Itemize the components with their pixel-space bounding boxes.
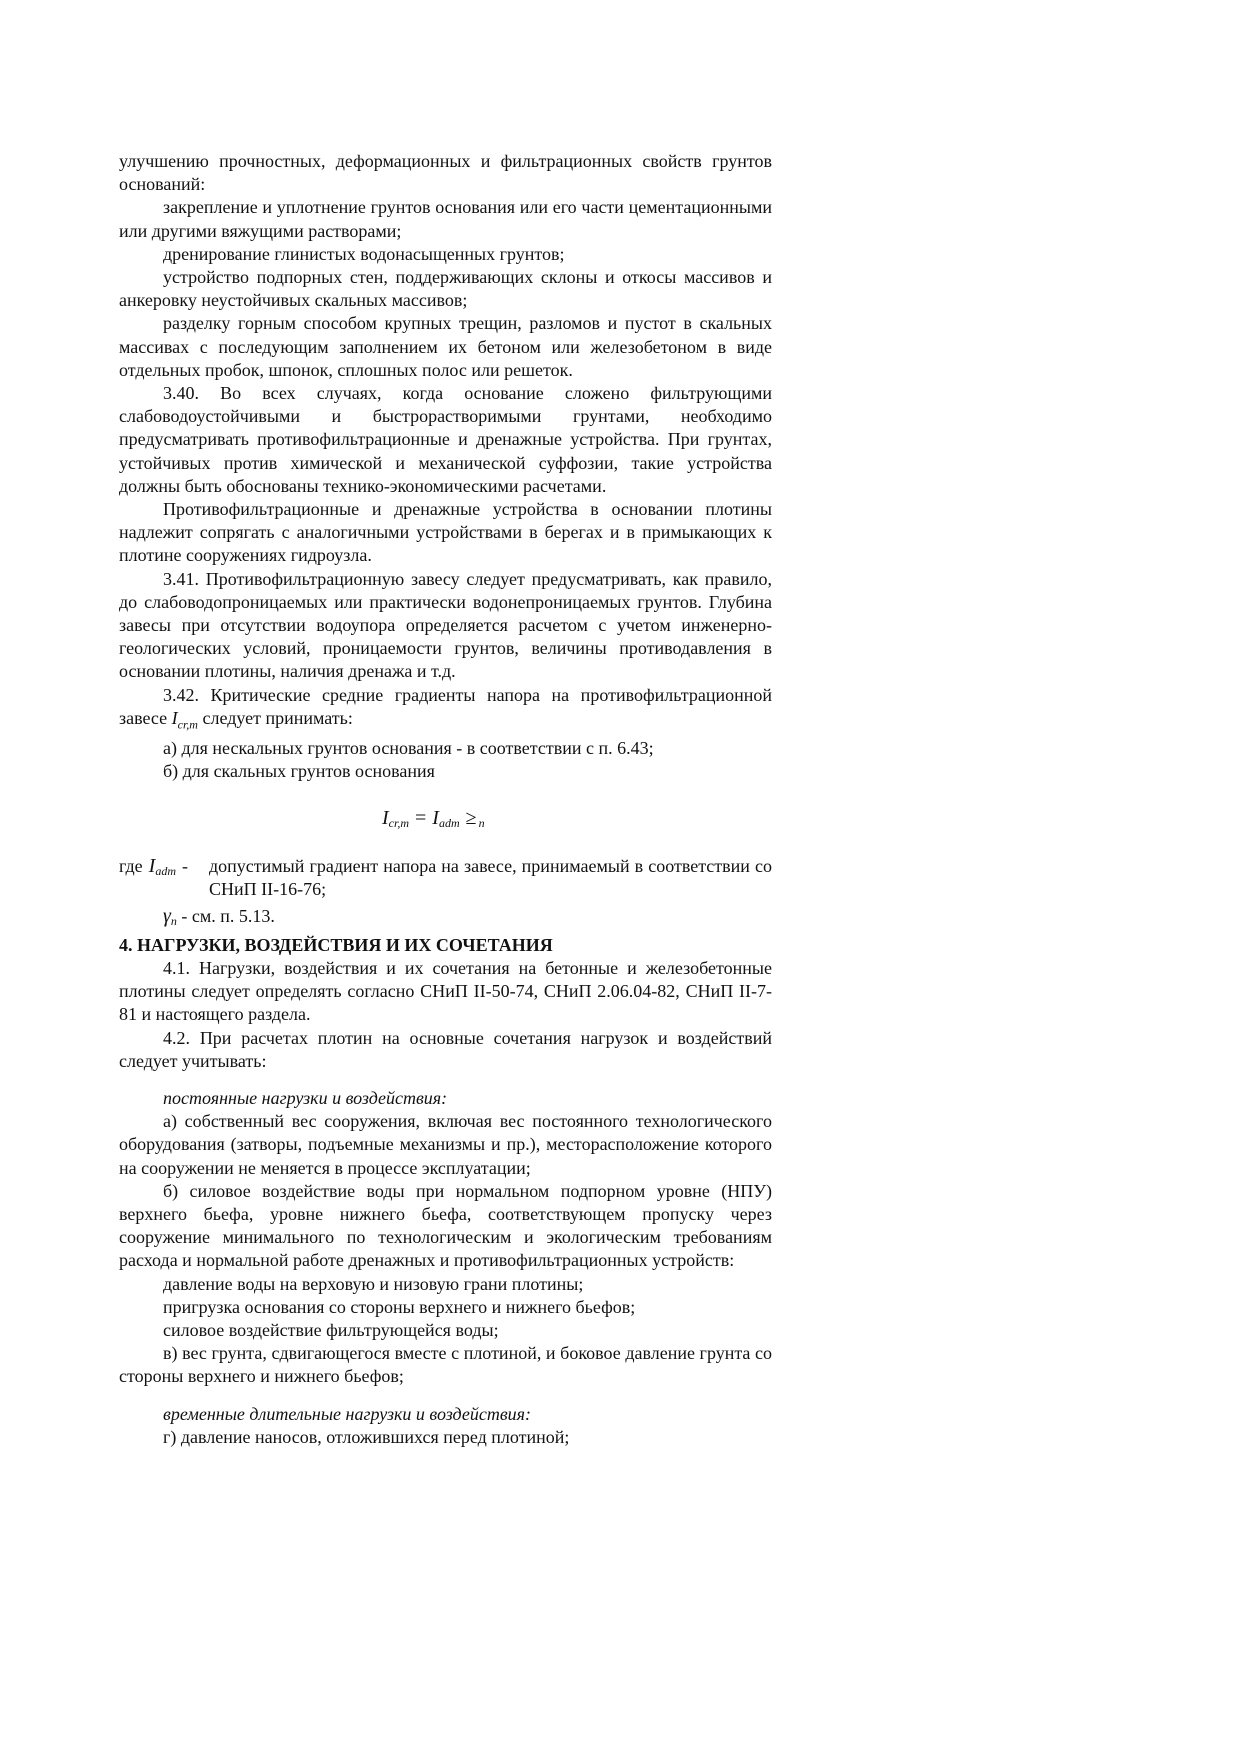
formula-lhs: I	[382, 807, 389, 830]
paragraph-3-41: 3.41. Противофильтрационную завесу следует предусматривать, как правило, до слабоводопроницаемых или практически водонепроницаемых грунтов. Глубина завесы при отсутствии водоупора определяется расчетом с учетом инженерно-геологических условий, проницаемости грунтов, величины противодавления в основании плотины, наличия дренажа и т.д.	[119, 568, 772, 682]
paragraph-3-42	[119, 684, 772, 737]
subsection-title-temporary: временные длительные нагрузки и воздействия:	[163, 1403, 532, 1424]
list-item: в) вес грунта, сдвигающегося вместе с плотиной, и боковое давление грунта со стороны верхнего и нижнего бьефов;	[119, 1343, 772, 1387]
formula-relation: ≥	[465, 807, 477, 830]
where-symbol	[143, 855, 176, 877]
list-item: б) силовое воздействие воды при нормальном подпорном уровне (НПУ) верхнего бьефа, уровне нижнего бьефа, соответствующем пропуску через сооружение минимального по технологическим и экологическим требованиям расхода и нормальной работе дренажных и противофильтрационных устройств:	[119, 1180, 772, 1271]
document-body	[119, 150, 772, 1449]
list-item: г) давление наносов, отложившихся перед плотиной;	[163, 1426, 570, 1447]
list-item: пригрузка основания со стороны верхнего и нижнего бьефов;	[163, 1296, 636, 1317]
formula-lhs-subscript: cr,m	[388, 816, 410, 831]
list-item: силовое воздействие фильтрующейся воды;	[163, 1319, 499, 1340]
list-item: давление воды на верховую и низовую грани плотины;	[163, 1273, 584, 1294]
where-label	[119, 855, 209, 883]
paragraph: разделку горным способом крупных трещин, разломов и пустот в скальных массивах с последующим заполнением их бетоном или железобетоном в виде отдельных пробок, шпонок, сплошных полос или решеток.	[119, 313, 772, 380]
where-text: допустимый градиент напора на завесе, принимаемый в соответствии со СНиП II-16-76;	[209, 856, 772, 900]
paragraph: устройство подпорных стен, поддерживающих склоны и откосы массивов и анкеровку неустойчивых скальных массивов;	[119, 267, 772, 311]
where-definition	[119, 855, 772, 901]
gamma-definition	[119, 905, 772, 933]
where-symbol-letter: I	[148, 855, 156, 878]
gamma-symbol: γ	[163, 905, 171, 928]
list-item: а) собственный вес сооружения, включая вес постоянного технологического оборудования (затворы, подъемные механизмы и пр.), месторасположение которого на сооружении не меняется в процессе эксплуатации;	[119, 1111, 772, 1178]
spacer	[119, 1073, 772, 1087]
where-dash: -	[181, 856, 188, 877]
subsection-title-permanent: постоянные нагрузки и воздействия:	[163, 1087, 448, 1108]
paragraph-4-1: 4.1. Нагрузки, воздействия и их сочетания на бетонные и железобетонные плотины следует определять согласно СНиП II-50-74, СНиП 2.06.04-82, СНиП II-7-81 и настоящего раздела.	[119, 957, 772, 1025]
symbol-i: I	[171, 707, 178, 728]
paragraph-3-40: 3.40. Во всех случаях, когда основание сложено фильтрующими слабоводоустойчивыми и быстрорастворимыми грунтами, необходимо предусматривать противофильтрационные и дренажные устройства. При грунтах, устойчивых против химической и механической суффозии, такие устройства должны быть обоснованы технико-экономическими расчетами.	[119, 383, 772, 496]
spacer	[119, 1389, 772, 1403]
formula-rhs-subscript: adm	[438, 816, 460, 831]
list-item: а) для нескальных грунтов основания - в соответствии с п. 6.43;	[163, 737, 654, 758]
formula-rhs: I	[432, 807, 439, 830]
gamma-subscript: n	[170, 914, 177, 929]
formula-equals: =	[415, 807, 427, 830]
where-symbol-subscript: adm	[155, 864, 176, 879]
symbol-subscript: cr,m	[177, 717, 198, 732]
formula-expression	[382, 807, 485, 835]
paragraph-text: 3.42. Критические средние градиенты напора на противофильтрационной завесе	[119, 684, 772, 728]
formula	[119, 803, 772, 835]
formula-relation-subscript: n	[478, 816, 485, 831]
paragraph: закрепление и уплотнение грунтов основания или его части цементационными или другими вяжущими растворами;	[119, 197, 772, 241]
gamma-text: - см. п. 5.13.	[176, 906, 275, 927]
paragraph: улучшению прочностных, деформационных и фильтрационных свойств грунтов оснований:	[119, 151, 772, 195]
where-word: где	[119, 856, 143, 877]
paragraph-4-2: 4.2. При расчетах плотин на основные сочетания нагрузок и воздействий следует учитывать:	[119, 1027, 772, 1071]
list-item: б) для скальных грунтов основания	[163, 760, 435, 781]
section-heading: 4. НАГРУЗКИ, ВОЗДЕЙСТВИЯ И ИХ СОЧЕТАНИЯ	[119, 934, 553, 955]
paragraph-text: следует принимать:	[197, 707, 353, 728]
paragraph: Противофильтрационные и дренажные устройства в основании плотины надлежит сопрягать с аналогичными устройствами в берегах и в примыкающих к плотине сооружениях гидроузла.	[119, 499, 772, 566]
paragraph: дренирование глинистых водонасыщенных грунтов;	[163, 243, 565, 264]
